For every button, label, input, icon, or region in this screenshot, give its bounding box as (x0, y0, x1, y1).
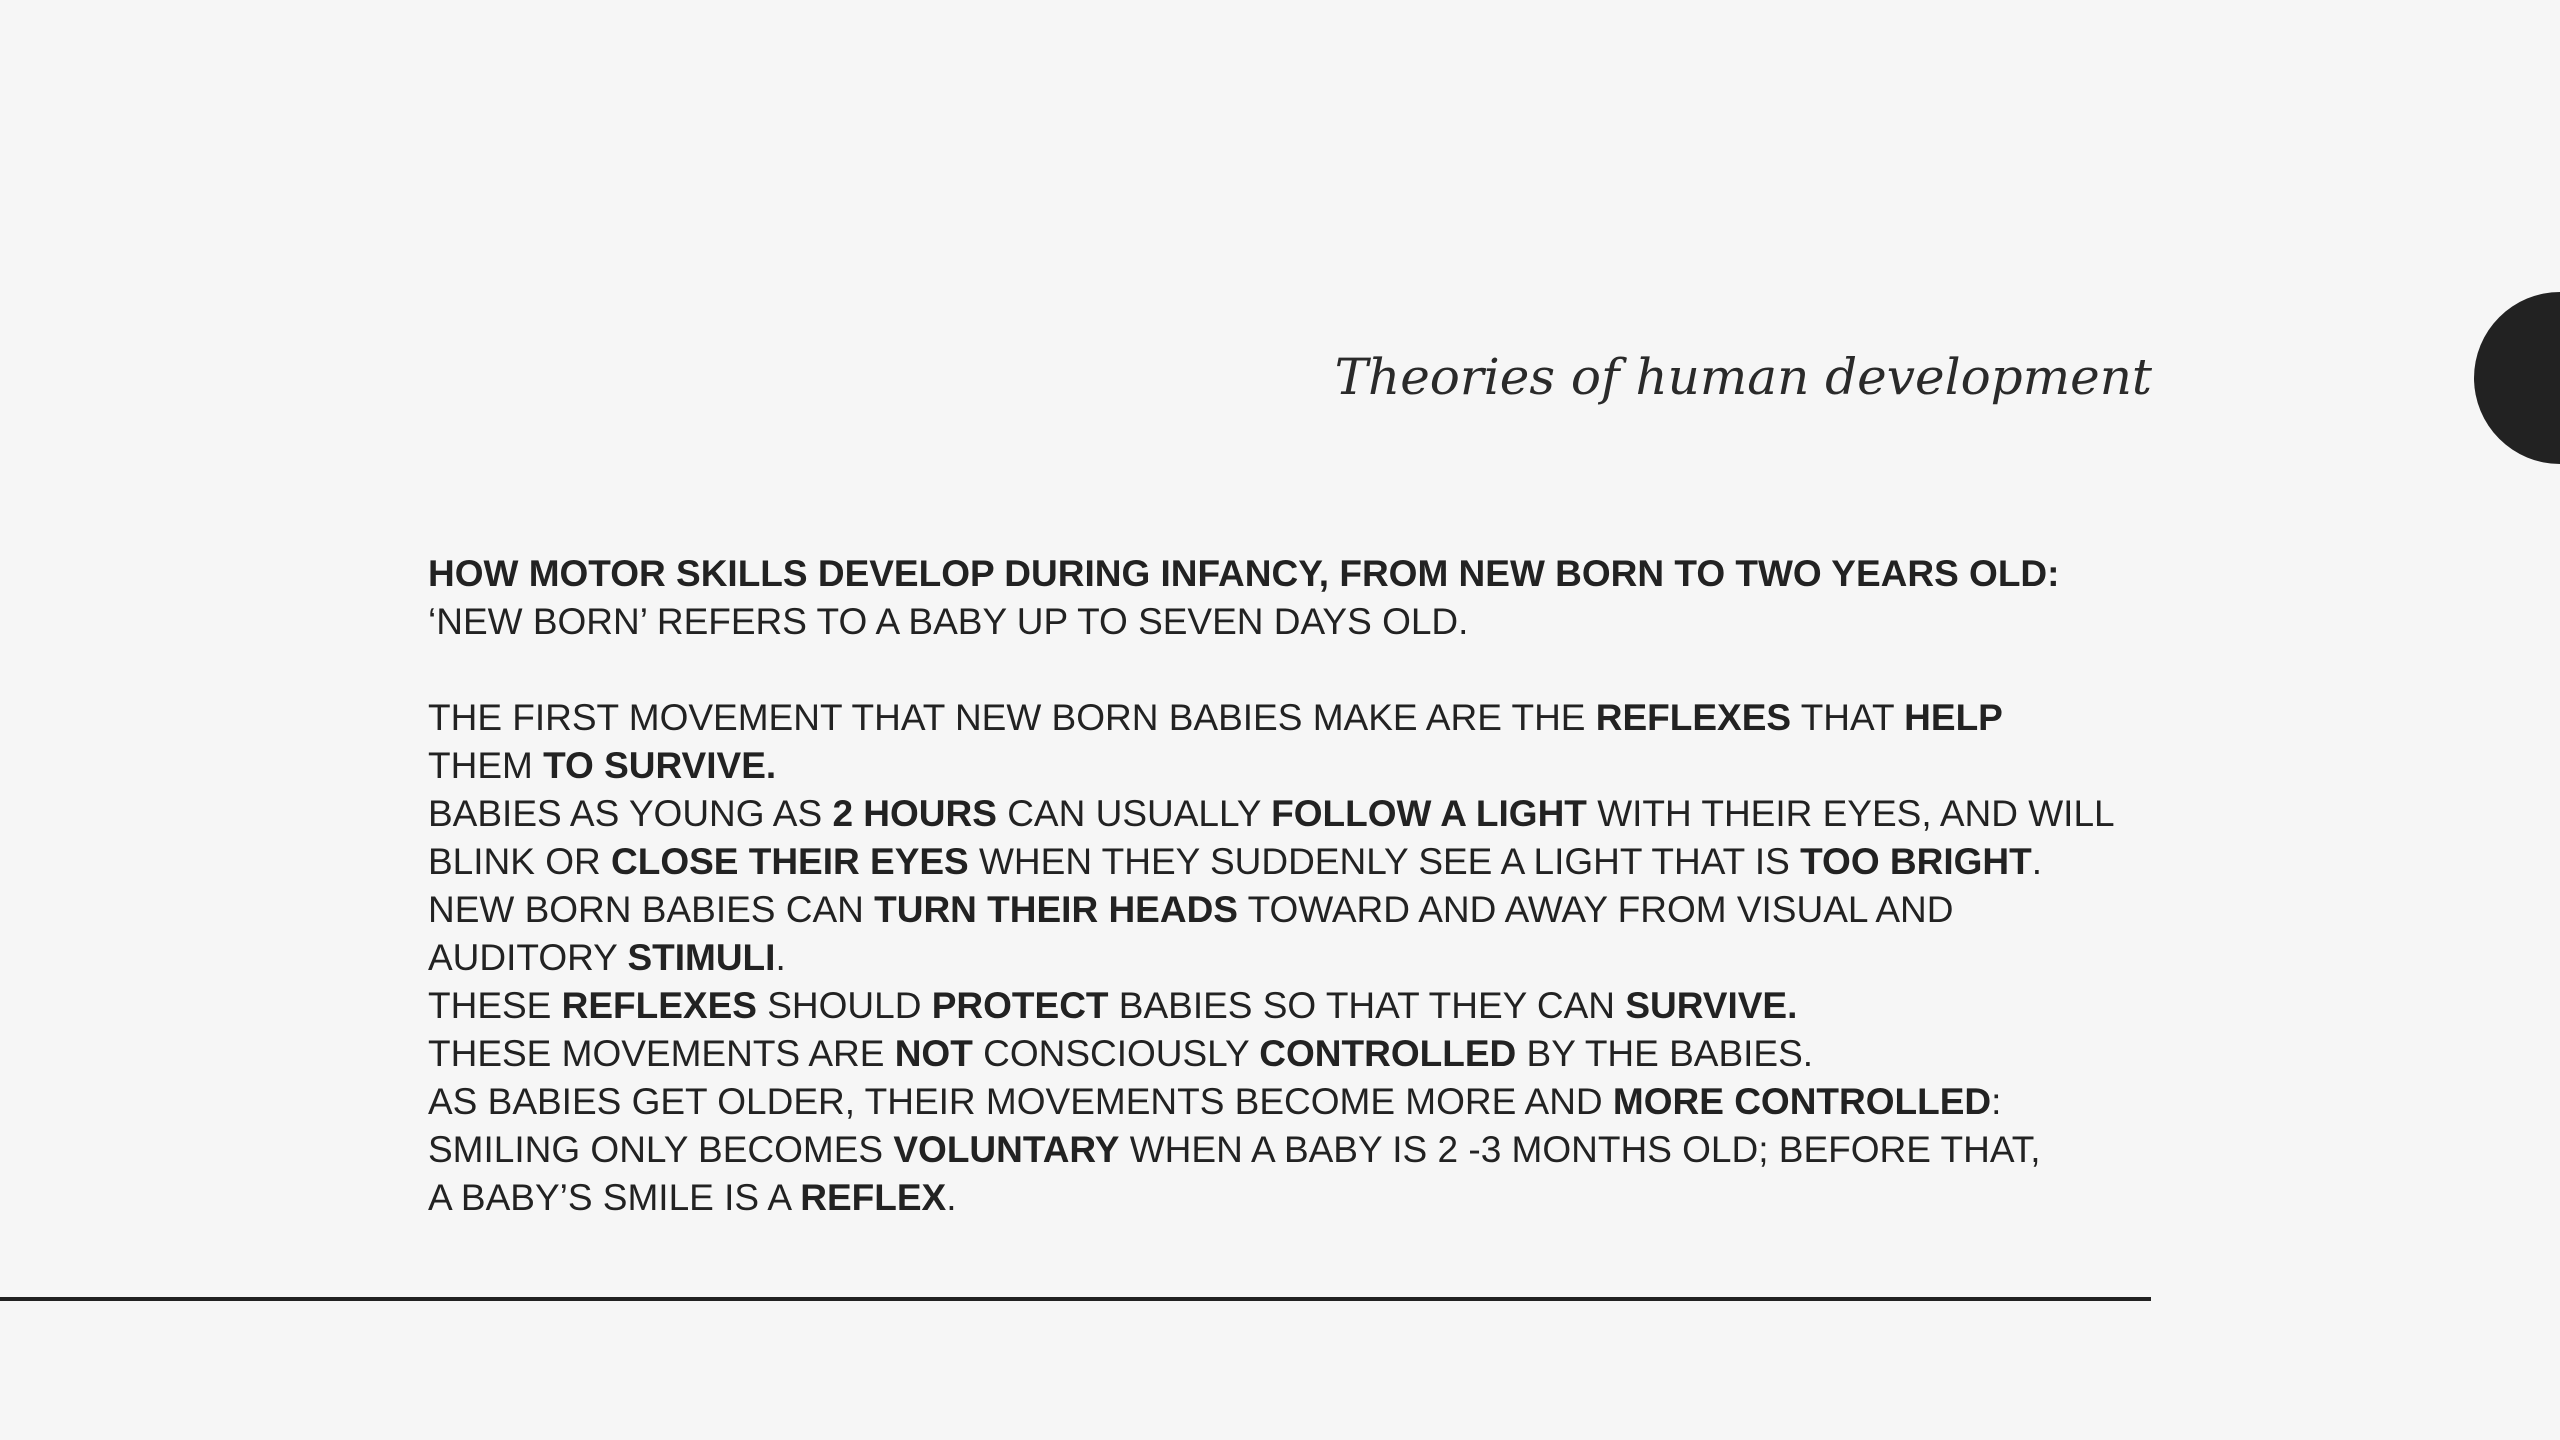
emphasis-text: NOT (894, 1033, 973, 1074)
body-line (428, 886, 2148, 934)
emphasis-text: TOO BRIGHT (1800, 841, 2032, 882)
body-text: BLINK OR (428, 841, 611, 882)
body-text: AUDITORY (428, 937, 628, 978)
emphasis-text: MORE CONTROLLED (1612, 1081, 1992, 1122)
body-text: . (2031, 841, 2042, 882)
body-text: WITH THEIR EYES, AND WILL (1586, 793, 2115, 834)
body-line (428, 1126, 2148, 1174)
bottom-divider (0, 1297, 2151, 1301)
body-text: BABIES AS YOUNG AS (428, 793, 833, 834)
body-line (428, 742, 2148, 790)
body-line (428, 1078, 2148, 1126)
body-text: BY THE BABIES. (1516, 1033, 1814, 1074)
paragraph-gap (428, 646, 2148, 694)
body-line (428, 790, 2148, 838)
emphasis-text: PROTECT (931, 985, 1109, 1026)
body-text: THE FIRST MOVEMENT THAT NEW BORN BABIES MAKE ARE THE (428, 697, 1596, 738)
body-text: SHOULD (756, 985, 932, 1026)
emphasis-text: HELP (1904, 697, 2003, 738)
body-text: THAT (1791, 697, 1905, 738)
emphasis-text: TO SURVIVE. (543, 745, 777, 786)
emphasis-text: FOLLOW A LIGHT (1271, 793, 1587, 834)
body-text: WHEN A BABY IS 2 -3 MONTHS OLD; BEFORE THAT, (1119, 1129, 2041, 1170)
slide-title: Theories of human development (1334, 348, 2152, 406)
emphasis-text: CONTROLLED (1259, 1033, 1517, 1074)
body-line (428, 1030, 2148, 1078)
emphasis-text: SURVIVE. (1625, 985, 1798, 1026)
body-heading: HOW MOTOR SKILLS DEVELOP DURING INFANCY, FROM NEW BORN TO TWO YEARS OLD: (428, 553, 2060, 594)
emphasis-text: REFLEX (800, 1177, 947, 1218)
emphasis-text: CLOSE THEIR EYES (611, 841, 969, 882)
body-text: CONSCIOUSLY (972, 1033, 1260, 1074)
body-text: . (775, 937, 786, 978)
body-text: . (946, 1177, 957, 1218)
emphasis-text: REFLEXES (1595, 697, 1792, 738)
body-text: AS BABIES GET OLDER, THEIR MOVEMENTS BECOME MORE AND (428, 1081, 1613, 1122)
body-line (428, 838, 2148, 886)
body-line (428, 934, 2148, 982)
body-subheading: ‘NEW BORN’ REFERS TO A BABY UP TO SEVEN DAYS OLD. (428, 601, 1469, 642)
body-line (428, 982, 2148, 1030)
emphasis-text: 2 HOURS (832, 793, 997, 834)
body-text: WHEN THEY SUDDENLY SEE A LIGHT THAT IS (968, 841, 1801, 882)
body-text: TOWARD AND AWAY FROM VISUAL AND (1237, 889, 1954, 930)
body-text: BABIES SO THAT THEY CAN (1108, 985, 1626, 1026)
emphasis-text: VOLUNTARY (893, 1129, 1120, 1170)
body-text: THESE MOVEMENTS ARE (428, 1033, 895, 1074)
body-lines (428, 694, 2148, 1222)
body-text: NEW BORN BABIES CAN (428, 889, 875, 930)
emphasis-text: STIMULI (627, 937, 776, 978)
body-text: : (1991, 1081, 2002, 1122)
circle-marker (2474, 292, 2560, 464)
body-text: SMILING ONLY BECOMES (428, 1129, 894, 1170)
slide-body (428, 550, 2148, 1222)
emphasis-text: TURN THEIR HEADS (874, 889, 1238, 930)
body-text: THESE (428, 985, 562, 1026)
body-line (428, 1174, 2148, 1222)
body-text: THEM (428, 745, 544, 786)
body-text: CAN USUALLY (996, 793, 1272, 834)
body-line (428, 694, 2148, 742)
emphasis-text: REFLEXES (561, 985, 757, 1026)
body-text: A BABY’S SMILE IS A (428, 1177, 801, 1218)
